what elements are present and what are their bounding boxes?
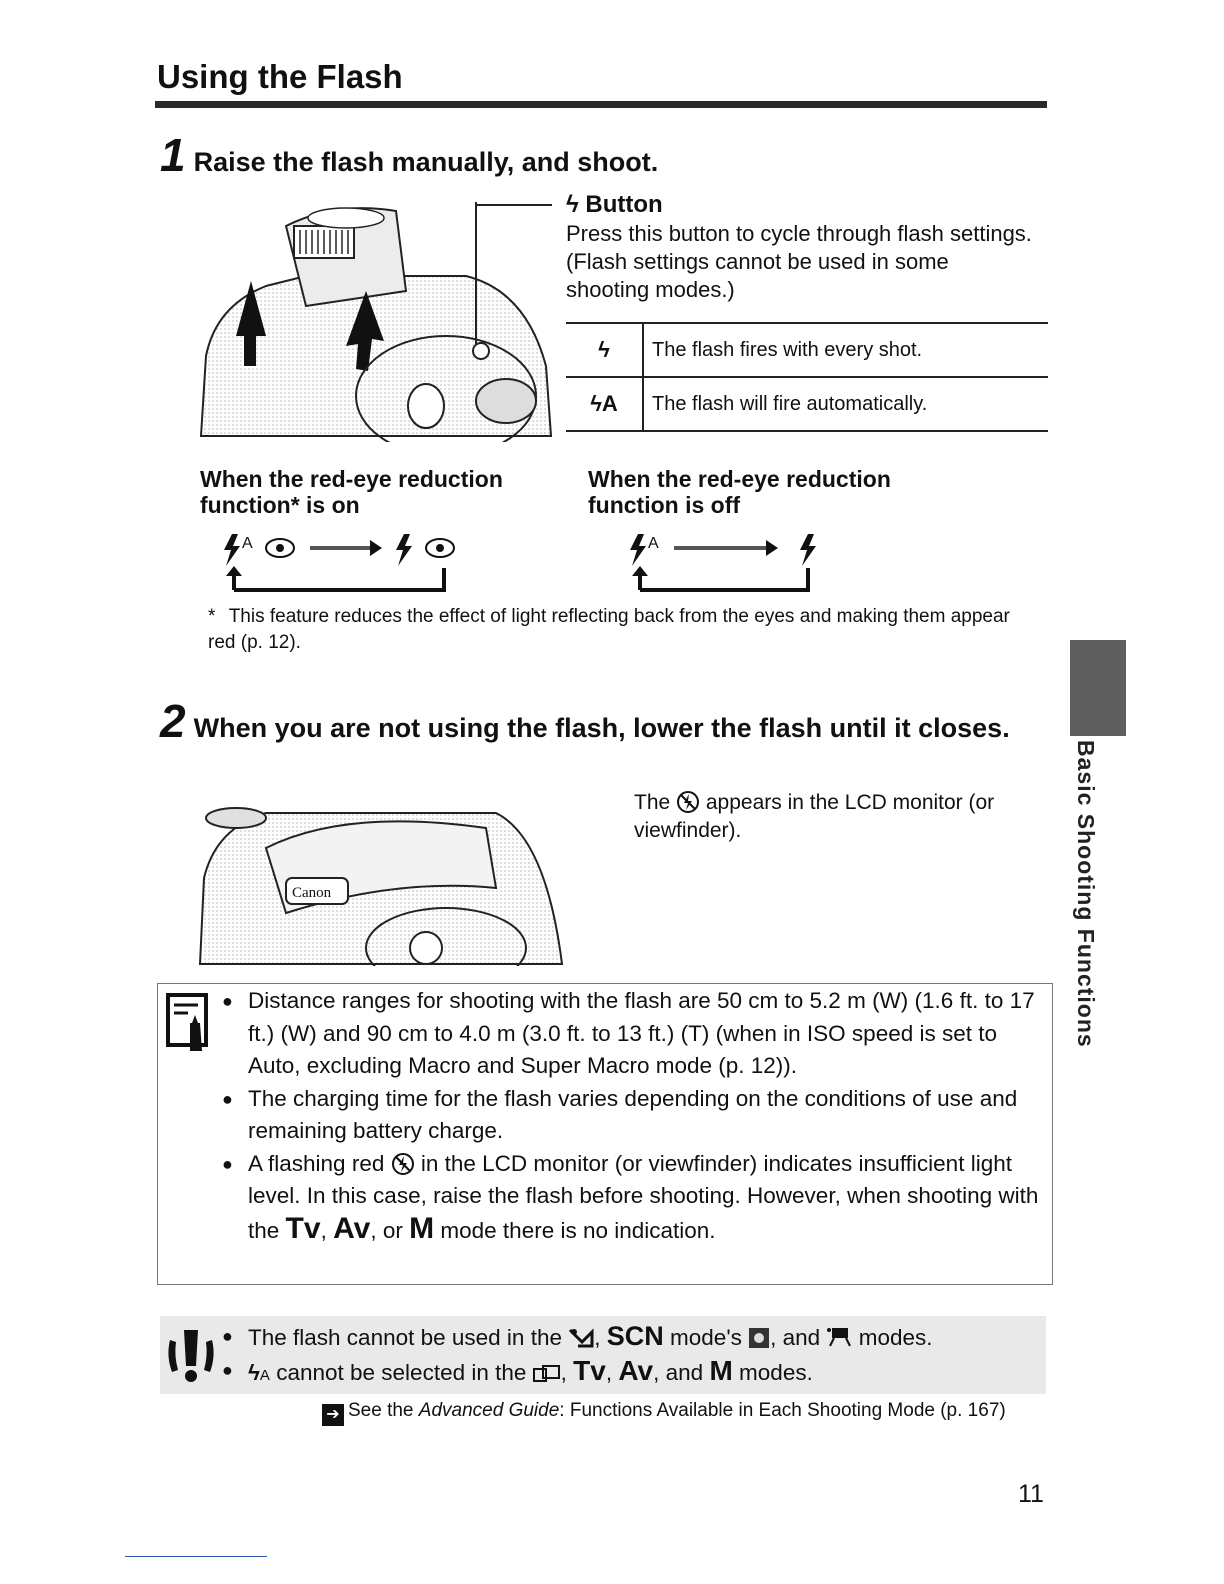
see-reference: ➔ See the Advanced Guide: Functions Available in Each Shooting Mode (p. 167)	[322, 1400, 1006, 1426]
footnote-text: This feature reduces the effect of light reflecting back from the eyes and making them appear red (p. 12).	[208, 606, 1010, 653]
flash-on-icon	[396, 534, 412, 566]
stitch-assist-icon	[568, 1326, 594, 1348]
flash-auto-desc: The flash will fire automatically.	[643, 377, 1048, 431]
flash-on-desc: The flash fires with every shot.	[643, 323, 1048, 377]
memo-icon	[166, 993, 212, 1055]
page-number: 11	[1018, 1480, 1044, 1508]
step1-heading	[160, 128, 658, 182]
flash-auto-icon: ϟA	[566, 377, 643, 431]
stitch-assist-mode-icon	[533, 1363, 561, 1383]
mode-tv-label: Tv	[573, 1355, 606, 1386]
advanced-guide-title: Advanced Guide	[418, 1400, 560, 1421]
list-item: ● A flashing red in the LCD monitor (or viewfinder) indicates insufficient light level. In this case, raise the flash before shooting. However, when shooting with the Tv, Av, or M mode there is no indication.	[222, 1148, 1044, 1248]
list-item: ● The flash cannot be used in the , SCN mode's , and modes.	[222, 1320, 1042, 1354]
list-item: ● Distance ranges for shooting with the flash are 50 cm to 5.2 m (W) (1.6 ft. to 17 ft.) (W) and 90 cm to 4.0 m (3.0 ft. to 13 ft.) (T) (when in ISO speed is set to Auto, excluding Macro and Super Macro mode (p. 12)).	[222, 985, 1044, 1083]
redeye-icon	[266, 539, 294, 557]
note-list	[222, 985, 1044, 1247]
flash-icon: ϟ	[566, 191, 579, 218]
chapter-tab	[1070, 640, 1126, 736]
footer-line	[125, 1556, 267, 1557]
step2-number: 2	[160, 695, 186, 747]
caution-icon	[166, 1326, 216, 1384]
mode-av-label: Av	[333, 1211, 371, 1245]
flash-auto-icon	[224, 534, 253, 566]
page-title: Using the Flash	[157, 58, 403, 95]
step1-number: 1	[160, 129, 186, 181]
redeye-icon	[426, 539, 454, 557]
svg-text:A: A	[648, 535, 659, 552]
movie-mode-icon	[826, 1326, 852, 1348]
reference-arrow-icon: ➔	[322, 1404, 344, 1426]
mode-m-label: M	[409, 1211, 435, 1245]
mode-scn-label: SCN	[606, 1321, 664, 1351]
flash-mode-table	[566, 322, 1048, 432]
redeye-on-heading: When the red-eye reduction function* is on	[200, 466, 503, 518]
step1-heading-text: Raise the flash manually, and shoot.	[193, 147, 659, 177]
return-arrow-icon	[632, 566, 808, 590]
list-item: ● ϟA cannot be selected in the , Tv, Av, and M modes.	[222, 1354, 1042, 1392]
chapter-label: Basic Shooting Functions	[1073, 740, 1099, 1048]
footnote	[208, 604, 1028, 656]
redeye-off-heading: When the red-eye reduction function is off	[588, 466, 891, 518]
flash-off-icon	[391, 1152, 415, 1176]
flash-button-description: Press this button to cycle through flash settings. (Flash settings cannot be used in some shooting modes.)	[566, 221, 1032, 302]
return-arrow-icon	[226, 566, 444, 590]
camera-flash-closed-illustration	[196, 798, 566, 966]
footnote-mark: *	[208, 606, 216, 627]
svg-text:A: A	[242, 535, 253, 552]
step2-heading	[160, 694, 1040, 748]
flash-off-icon	[676, 790, 700, 814]
arrow-right-icon	[310, 540, 382, 556]
fireworks-mode-icon	[748, 1327, 770, 1349]
flash-button-title: ϟ Button	[566, 191, 663, 218]
table-row	[566, 377, 1048, 431]
flash-off-description: The appears in the LCD monitor (or viewfinder).	[634, 791, 995, 842]
redeye-off-cycle-diagram	[628, 528, 828, 598]
svg-text:Canon: Canon	[292, 885, 332, 901]
flash-auto-icon	[630, 534, 659, 566]
mode-av-label: Av	[618, 1355, 654, 1386]
camera-flash-raised-illustration	[196, 196, 556, 442]
title-rule	[155, 101, 1047, 108]
arrow-right-icon	[674, 540, 778, 556]
list-item: ● The charging time for the flash varies depending on the conditions of use and remaining battery charge.	[222, 1083, 1044, 1148]
button-callout-line	[476, 200, 556, 210]
flash-on-icon: ϟ	[566, 323, 643, 377]
flash-on-icon	[800, 534, 816, 566]
caution-list	[222, 1320, 1042, 1392]
redeye-on-cycle-diagram	[222, 528, 472, 598]
mode-tv-label: Tv	[285, 1211, 321, 1245]
step2-heading-text: When you are not using the flash, lower the flash until it closes.	[193, 713, 1010, 743]
table-row	[566, 323, 1048, 377]
mode-m-label: M	[709, 1355, 733, 1386]
flash-auto-icon: ϟA	[248, 1360, 270, 1385]
